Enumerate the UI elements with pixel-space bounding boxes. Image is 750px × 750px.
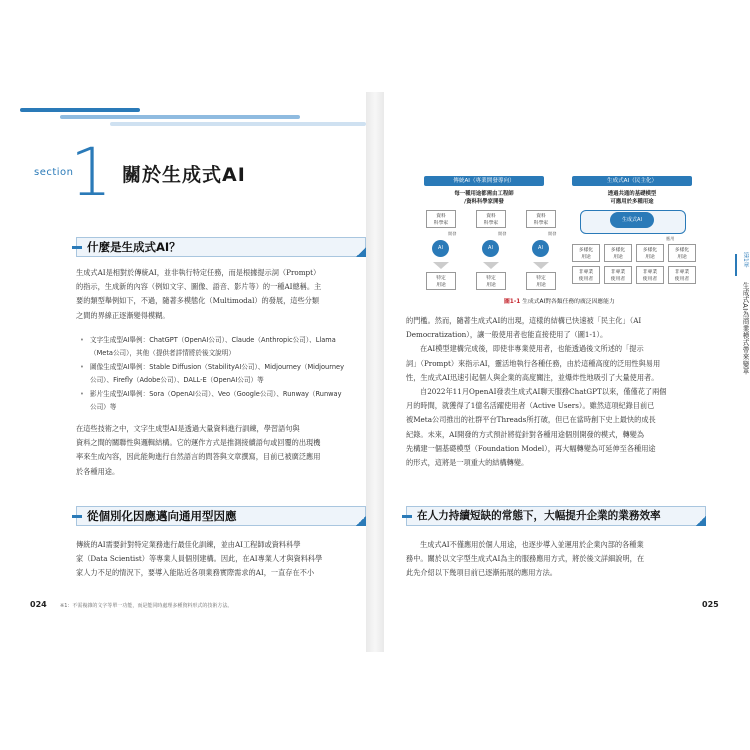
paragraph-intro — [76, 266, 366, 323]
figure-caption-text: 生成式AI對各類任務的廣泛因應能力 — [522, 299, 615, 305]
heading-corner — [696, 516, 706, 526]
box-line: 用途 — [613, 255, 623, 260]
text-line: 紀錄。未來，AI開發的方式預計將從針對各種用途個別開發的模式，轉變為 — [406, 429, 645, 439]
data-scientist-box — [426, 210, 456, 228]
chapter-title: 生成式AI為商業模式帶來變革 — [741, 282, 749, 375]
text-line: 率來生成內容，因此能夠進行自然語言的問答與文章撰寫，目前已被廣泛應用 — [76, 452, 321, 462]
text-line: 自2022年11月OpenAI發表生成式AI聊天服務ChatGPT以來，僅僅花了兩個 — [420, 387, 667, 397]
text-line: 此先介紹以下幾項目前已逐漸拓展的應用方法。 — [406, 568, 557, 578]
list-item-continued: （Meta公司），其他（提供者詳情將於後文說明） — [90, 349, 235, 358]
diagram-right-subtitle — [572, 189, 692, 205]
box-line: 多樣化 — [674, 248, 690, 253]
figure-diagram — [404, 176, 704, 316]
heading-text: 從個別化因應邁向通用型因應 — [87, 509, 237, 523]
paragraph-text-gen — [76, 422, 366, 479]
paragraph-democratization — [406, 314, 706, 470]
box-line: 用途 — [486, 283, 496, 288]
subtitle-line: 透過共通的基礎模型 — [607, 191, 657, 197]
box-line: 用途 — [436, 283, 446, 288]
box-line: 多樣化 — [610, 248, 626, 253]
box-line: 特定 — [486, 276, 496, 281]
develop-label: 開發 — [448, 231, 457, 236]
text-line: 在這些技術之中，文字生成型AI是透過大量資料進行訓練，學習語句與 — [76, 424, 300, 433]
box-line: 用途 — [536, 283, 546, 288]
stripe — [20, 108, 140, 112]
list-item-continued: 公司）等 — [90, 403, 117, 412]
book-spine — [366, 92, 384, 652]
text-line: 於各種用途。 — [76, 466, 120, 476]
right-page — [384, 92, 730, 652]
box-line: 資料 — [536, 214, 546, 219]
list-item — [80, 388, 366, 401]
ai-circle: AI — [532, 240, 549, 257]
left-page — [20, 92, 366, 652]
stripe — [110, 122, 366, 126]
arrow-down-icon — [483, 262, 499, 269]
subtitle-line: 每一種用途都需由工程師 — [454, 191, 514, 197]
box-line: 用途 — [581, 255, 591, 260]
diagram-right-header: 生成式AI（民主化） — [572, 176, 692, 186]
text-line: 生成式AI是相對於傳統AI，並非執行特定任務，而是根據提示詞（Prompt） — [76, 268, 321, 277]
text-line: Democratization），讓一般使用者也能直接使用了（圖1-1）。 — [406, 330, 608, 340]
subtitle-line: /資料科學家開發 — [464, 199, 504, 205]
box-line: 資料 — [436, 214, 446, 219]
specific-use-box — [526, 272, 556, 290]
box-line: 特定 — [536, 276, 546, 281]
general-use-box — [604, 244, 632, 262]
text-line: 的形式，這將是一項重大的結構轉變。 — [406, 458, 529, 468]
text-line: 被Meta公司推出的社群平台Threads所打破，但已在當時創下史上最快的成長 — [406, 415, 656, 425]
footnote: ※1：不需複雜的文字等單一功能，而是能同時處理多種資料形式的技術方法。 — [60, 603, 233, 609]
text-line: 性，生成式AI迅速引起個人與企業的高度關注，並爆炸性地吸引了大量使用者。 — [406, 372, 659, 382]
paragraph-enterprise — [406, 538, 706, 581]
section-number: 1 — [70, 134, 112, 211]
list-item-text: 影片生成型AI舉例：Sora（OpenAI公司）、Veo（Google公司）、Runway（Runway — [90, 389, 342, 398]
data-scientist-box — [476, 210, 506, 228]
box-line: 非專業 — [674, 270, 690, 275]
text-line: 之間的界線正逐漸變得模糊。 — [76, 310, 170, 320]
paragraph-traditional-ai — [76, 538, 366, 581]
heading-what-is-genai — [76, 237, 366, 257]
diagram-left-header: 傳統AI（專業開發導向） — [424, 176, 544, 186]
generative-ai-label: 生成式AI — [610, 212, 654, 228]
genai-examples-list — [80, 334, 366, 414]
text-line: 家（Data Scientist）等專業人員個別建構。因此，在AI專業人才與資料科學 — [76, 554, 323, 564]
box-line: 非專業 — [610, 270, 626, 275]
section-title: 關於生成式AI — [122, 164, 246, 186]
heading-corner — [356, 516, 366, 526]
section-label: section — [34, 167, 74, 178]
heading-marker — [72, 246, 82, 249]
box-line: 非專業 — [578, 270, 594, 275]
chapter-side-tab — [737, 252, 750, 432]
box-line: 資料 — [486, 214, 496, 219]
ai-circle: AI — [482, 240, 499, 257]
arrow-down-icon — [433, 262, 449, 269]
box-line: 多樣化 — [642, 248, 658, 253]
box-line: 使用者 — [610, 277, 626, 282]
subtitle-line: 可應用於多種用途 — [610, 199, 654, 205]
box-line: 科學家 — [433, 221, 449, 226]
box-line: 使用者 — [642, 277, 658, 282]
list-item — [80, 361, 366, 374]
text-line: 傳統的AI需要針對特定業務進行最佳化訓練，並由AI工程師或資料科學 — [76, 540, 301, 549]
heading-corner — [356, 247, 366, 257]
page-number: 024 — [30, 600, 47, 609]
general-use-box — [668, 244, 696, 262]
develop-label: 開發 — [548, 231, 557, 236]
diagram-left-subtitle — [424, 189, 544, 205]
box-line: 使用者 — [578, 277, 594, 282]
arrow-down-icon — [533, 262, 549, 269]
general-use-box — [636, 244, 664, 262]
non-expert-user-box — [668, 266, 696, 284]
non-expert-user-box — [572, 266, 600, 284]
box-line: 科學家 — [533, 221, 549, 226]
text-line: 先構建一個基礎模型（Foundation Model），再大幅轉變為可延伸至各種用途 — [406, 443, 656, 453]
list-item-text: 圖像生成型AI舉例：Stable Diffusion（StabilityAI公司）、Midjourney（Midjourney — [90, 362, 344, 371]
stripe — [60, 115, 300, 119]
text-line: 務中。關於以文字型生成式AI為主的服務應用方式，將於後文詳細說明，在 — [406, 554, 645, 564]
text-line: 的門檻。然而，隨著生成式AI的出現，這樣的結構已快速被「民主化」（AI — [406, 316, 642, 325]
text-line: 資料之間的關聯性與邏輯結構。它的運作方式是推測接續語句或回覆的出現機 — [76, 438, 321, 448]
specific-use-box — [426, 272, 456, 290]
text-line: 家人力不足的情況下，要導入能貼近各項業務實際需求的AI，一直存在不小 — [76, 568, 315, 578]
ai-circle: AI — [432, 240, 449, 257]
heading-text: 在人力持續短缺的常態下，大幅提升企業的業務效率 — [417, 510, 661, 522]
heading-business-efficiency — [406, 506, 706, 526]
text-line: 詞」（Prompt）來指示AI，靈活地執行各種任務，由於這種高度的泛用性與易用 — [406, 358, 661, 368]
specific-use-box — [476, 272, 506, 290]
text-line: 在AI模型建構完成後，即使非專業使用者，也能透過後文所述的「提示 — [420, 344, 644, 354]
text-line: 要的類型舉例如下，不過，隨著多模態化（Multimodal）的發展，這些分類 — [76, 296, 320, 306]
heading-text: 什麼是生成式AI？ — [87, 240, 181, 254]
figure-number: 圖1-1 — [504, 299, 521, 305]
non-expert-user-box — [604, 266, 632, 284]
text-line: 生成式AI不僅應用於個人用途，也逐步導入並運用於企業內部的各種業 — [420, 540, 644, 549]
heading-marker — [402, 515, 412, 518]
list-item-continued: 公司）、Firefly（Adobe公司）、DALL-E（OpenAI公司）等 — [90, 376, 264, 385]
data-scientist-box — [526, 210, 556, 228]
non-expert-user-box — [636, 266, 664, 284]
text-line: 的指示，生成新的內容（例如文字、圖像、語音、影片等）的一種AI總稱。主 — [76, 282, 322, 292]
box-line: 使用者 — [674, 277, 690, 282]
heading-general-purpose — [76, 506, 366, 526]
text-line: 月的時間，就獲得了1億名活躍使用者（Active Users）。雖然這項紀錄目前已 — [406, 401, 655, 411]
box-line: 科學家 — [483, 221, 499, 226]
box-line: 多樣化 — [578, 248, 594, 253]
list-item-text: 文字生成型AI舉例：ChatGPT（OpenAI公司）、Claude（Anthropic公司）、Llama — [90, 336, 336, 344]
apply-label: 應用 — [666, 236, 675, 241]
develop-label: 開發 — [498, 231, 507, 236]
box-line: 用途 — [677, 255, 687, 260]
box-line: 用途 — [645, 255, 655, 260]
header-stripes — [20, 108, 366, 128]
box-line: 非專業 — [642, 270, 658, 275]
heading-marker — [72, 515, 82, 518]
chapter-number: 第1章 — [742, 252, 749, 268]
list-item — [80, 334, 366, 347]
general-use-box — [572, 244, 600, 262]
box-line: 特定 — [436, 276, 446, 281]
figure-caption — [504, 296, 615, 305]
page-number: 025 — [702, 600, 719, 609]
